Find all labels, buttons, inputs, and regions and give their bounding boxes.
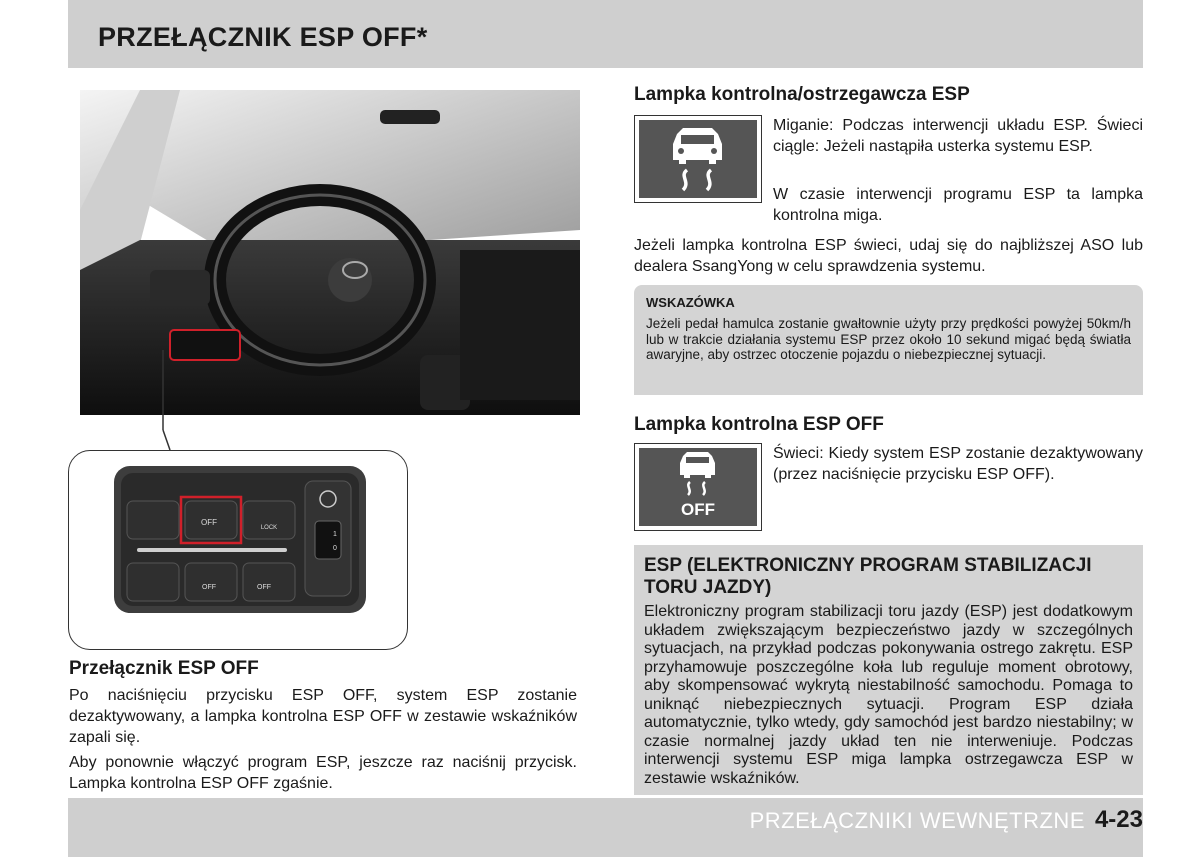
left-heading: Przełącznik ESP OFF — [69, 658, 259, 679]
lamp1-text-1: Miganie: Podczas interwencji układu ESP. Świeci ciągle: Jeżeli nastąpiła usterka systemu ESP. — [773, 117, 1143, 155]
callout-leader-line — [68, 330, 418, 460]
left-paragraph-2: Aby ponownie włączyć program ESP, jeszcze raz naciśnij przycisk. Lampka kontrolna ESP OFF zgaśnie. — [69, 754, 577, 792]
esp-off-lamp-icon — [634, 443, 762, 531]
esp-info-text: Elektroniczny program stabilizacji toru jazdy (ESP) jest dodatkowym układem zwiększającym bezpieczeństwo jazdy w szczególnych sytuacjach, na przykład podczas pokonywania ostrego zakrętu. ESP przyhamowuje poszczególne koła lub reguluje moment obrotowy, aby skompensować wykrytą niestabilność samochodu. Pomaga to uniknąć niebezpiecznych sytuacji. Program ESP działa automatycznie, tylko wtedy, gdy samochód jest bardzo niestabilny; w czasie normalnej jazdy układ ten nie interweniuje. Podczas interwencji systemu ESP miga lampka ostrzegawcza ESP w zestawie wskaźników. — [644, 603, 1133, 787]
panel-label-lock: LOCK — [260, 525, 278, 531]
lamp2-text: Świeci: Kiedy system ESP zostanie dezaktywowany (przez naciśnięcie przycisku ESP OFF). — [773, 445, 1143, 483]
page-number: 4-23 — [1094, 806, 1143, 833]
panel-label-off-3: OFF — [257, 584, 271, 591]
panel-label-off-1: OFF — [201, 518, 217, 527]
note-title: WSKAZÓWKA — [646, 295, 735, 310]
esp-info-box — [634, 545, 1143, 795]
note-text: Jeżeli pedał hamulca zostanie gwałtownie użyty przy prędkości powyżej 50km/h lub w trakcie działania systemu ESP przez około 10 sekund migać będą światła awaryjne, aby ostrzec otoczenie pojazdu o niebezpiecznej sytuacji. — [646, 316, 1131, 362]
switch-panel-callout — [68, 450, 408, 650]
lamp1-heading: Lampka kontrolna/ostrzegawcza ESP — [634, 84, 970, 105]
esp-warning-lamp-icon — [634, 115, 762, 203]
page-title: PRZEŁĄCZNIK ESP OFF* — [98, 22, 428, 52]
panel-label-off-2: OFF — [202, 584, 216, 591]
lamp1-text-3: Jeżeli lampka kontrolna ESP świeci, udaj się do najbliższej ASO lub dealera SsangYong w celu sprawdzenia systemu. — [634, 237, 1143, 275]
footer-section-title: PRZEŁĄCZNIKI WEWNĘTRZNE — [749, 808, 1085, 833]
knob-position-0: 0 — [333, 545, 337, 552]
left-paragraph-1: Po naciśnięciu przycisku ESP OFF, system ESP zostanie dezaktywowany, a lampka kontrolna ESP OFF w zestawie wskaźników zapali się. — [69, 687, 577, 746]
lamp1-text-2: W czasie interwencji programu ESP ta lampka kontrolna miga. — [773, 186, 1143, 224]
esp-info-title: ESP (ELEKTRONICZNY PROGRAM STABILIZACJI TORU JAZDY) — [644, 555, 1092, 598]
esp-off-lamp-label: OFF — [681, 500, 715, 519]
lamp2-heading: Lampka kontrolna ESP OFF — [634, 414, 884, 435]
note-box — [634, 285, 1143, 395]
knob-position-1: 1 — [333, 531, 337, 538]
